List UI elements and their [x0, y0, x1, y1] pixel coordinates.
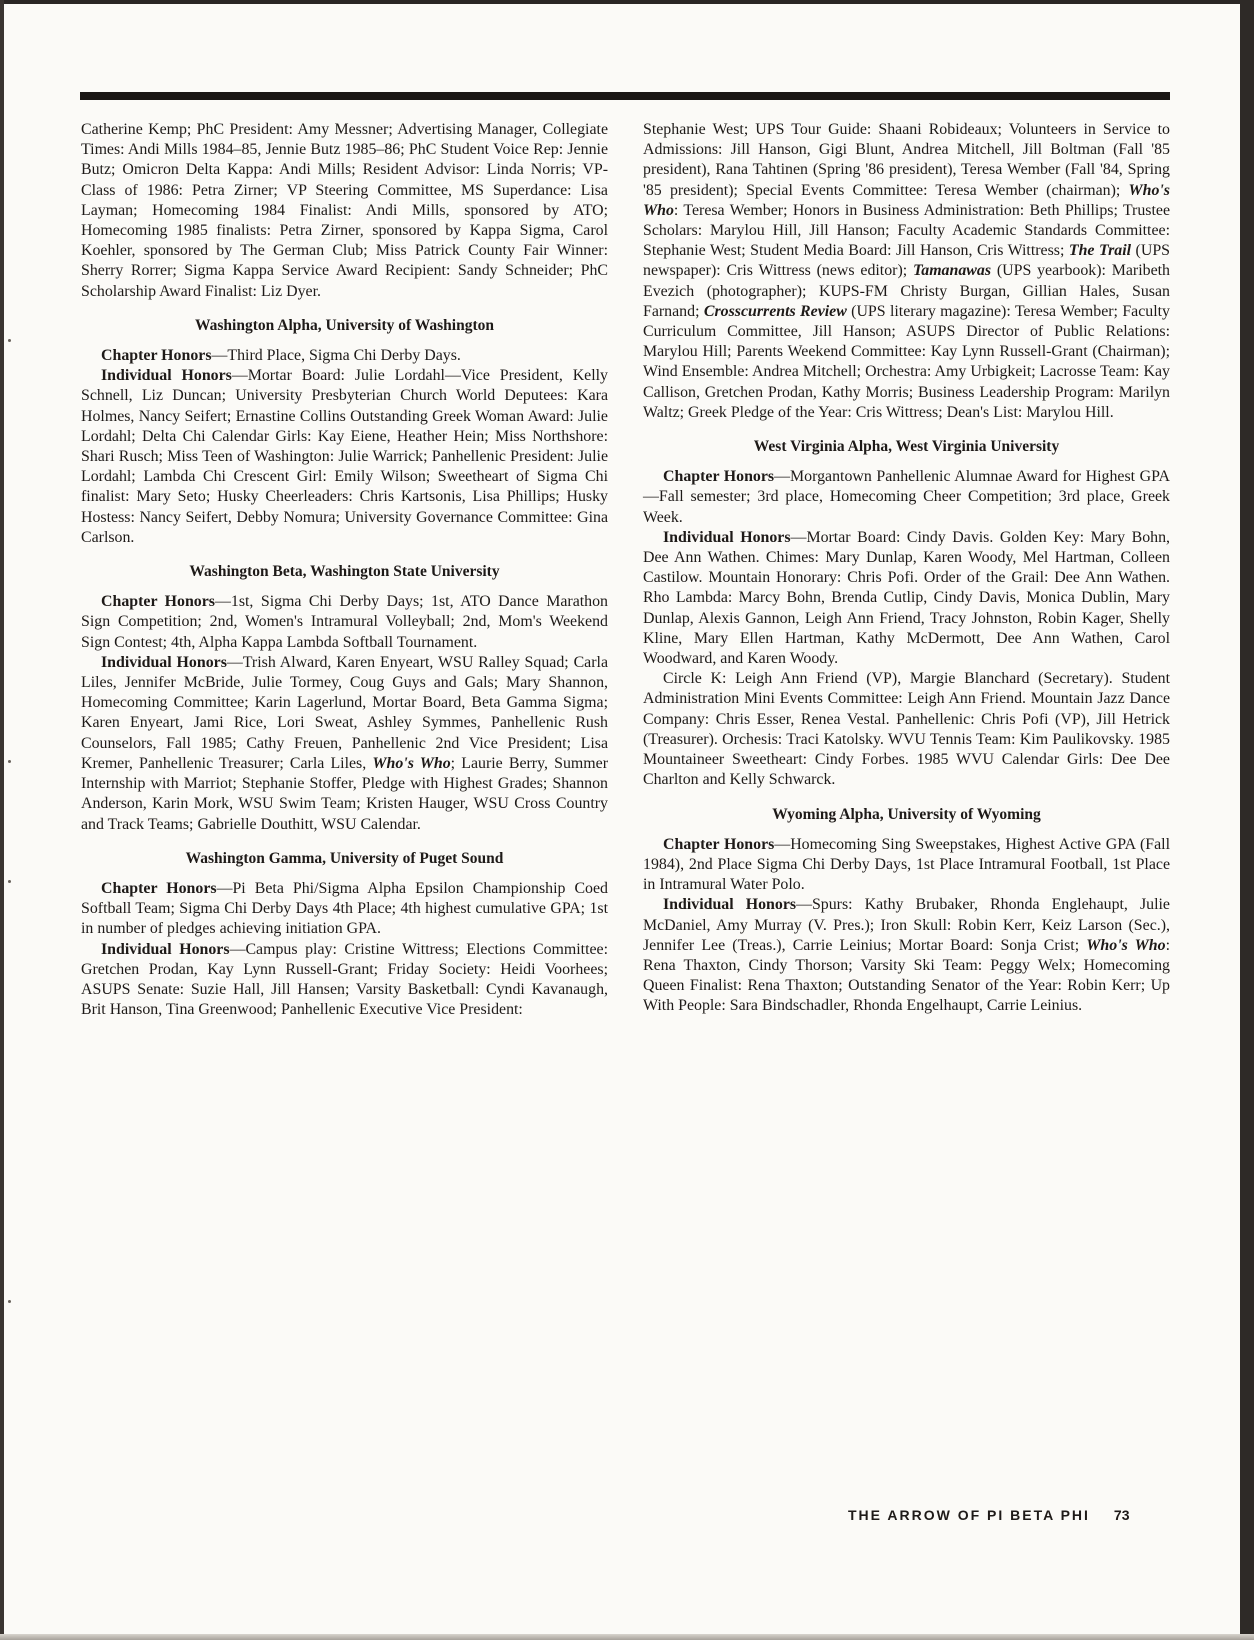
scan-speck — [8, 339, 11, 342]
individual-honors-text: —Mortar Board: Cindy Davis. Golden Key: Mary Bohn, Dee Ann Wathen. Chimes: Mary Dunlap, Karen Woody, Mel Hartman, Colleen Castilow. Mountain Honorary: Chris Pofi. Order of the Grail: Dee Ann Wathen. Rho Lambda: Marcy Bohn, Brenda Cutlip, Cindy Davis, Monica Dublin, Mary Dunlap, Alexis Gannon, Leigh Ann Friend, Tracy Johnston, Robin Kager, Shelly Kline, Mary Ellen Hartman, Kathy McDermott, Dee Ann Wathen, Carol Woodward, and Karen Woody. — [643, 528, 1171, 668]
chapter-honors-label: Chapter Honors — [663, 835, 775, 853]
header-rule — [80, 92, 1170, 100]
individual-honors-text: ; Laurie Berry, Summer Internship with Marriot; Stephanie Stoffer, Pledge with Highest Grades; Shannon Anderson, Karin Mork, WSU Swim Team; Kristen Hauger, WSU Cross Country and Track Teams; Gabrielle Douthitt, WSU Calendar. — [81, 754, 608, 833]
individual-honors-text: —Mortar Board: Julie Lordahl—Vice President, Kelly Schnell, Liz Duncan; University Presbyterian Church World Deputees: Kara Holmes, Nancy Seifert; Ernastine Collins Outstanding Greek Woman Award: Julie Lordahl; Delta Chi Calendar Girls: Kay Eiene, Heather Hein; Miss Northshore: Shari Rusch; Miss Teen of Washington: Julie Warrick; Panhellenic President: Julie Lordahl; Lambda Chi Crescent Girl: Emily Wilson; Sweetheart of Sigma Chi finalist: Mary Seto; Husky Cheerleaders: Chris Kartsonis, Lisa Phillips; Husky Hostess: Nancy Seifert, Debby Nomura; University Governance Committee: Gina Carlson. — [81, 367, 608, 546]
chapter-honors-text: —1st, Sigma Chi Derby Days; 1st, ATO Dance Marathon Sign Competition; 2nd, Women's Intramural Volleyball; 2nd, Mom's Weekend Sign Contest; 4th, Alpha Kappa Lambda Softball Tournament. — [81, 593, 608, 651]
left-column — [81, 120, 608, 1020]
whos-who-title: Who's Who — [372, 754, 451, 772]
continued-paragraph — [643, 120, 1170, 423]
whos-who-title: Who's Who — [1086, 936, 1166, 954]
chapter-honors-paragraph — [81, 592, 608, 653]
chapter-honors-paragraph — [81, 879, 608, 940]
continued-text: (UPS newspaper): Cris Wittress (news editor); — [643, 242, 1170, 280]
chapter-honors-text: —Morgantown Panhellenic Alumnae Award for Highest GPA—Fall semester; 3rd place, Homecoming Cheer Competition; 3rd place, Greek Week. — [643, 468, 1170, 526]
the-trail-title: The Trail — [1068, 242, 1132, 260]
right-column — [643, 120, 1170, 1017]
tamanawas-title: Tamanawas — [913, 262, 992, 280]
continued-text: Stephanie West; UPS Tour Guide: Shaani Robideaux; Volunteers in Service to Admissions: Jill Hanson, Gigi Blunt, Andrea Mitchell, Jill Boltman (Fall '85 president), Rana Tahtinen (Spring '86 president), Teresa Wember (Fall '84, Spring '85 president); Special Events Committee: Teresa Wember (chairman); — [643, 121, 1170, 199]
chapter-honors-label: Chapter Honors — [663, 468, 775, 486]
chapter-honors-paragraph — [643, 835, 1170, 896]
chapter-heading-washington-gamma: Washington Gamma, University of Puget Sound — [185, 849, 504, 867]
individual-honors-paragraph — [643, 528, 1170, 669]
chapter-honors-label: Chapter Honors — [101, 347, 212, 365]
scan-speck — [8, 880, 11, 883]
continued-text: (UPS yearbook): Maribeth Evezich (photographer); KUPS-FM Christy Burgan, Gillian Hales, Susan Farnand; — [643, 262, 1170, 320]
page-number: 73 — [1113, 1507, 1130, 1523]
individual-honors-paragraph — [81, 366, 608, 548]
scan-edge-right — [1240, 0, 1254, 1640]
chapter-honors-text: —Third Place, Sigma Chi Derby Days. — [211, 347, 461, 365]
individual-honors-text: : Rena Thaxton, Cindy Thorson; Varsity Ski Team: Peggy Welx; Homecoming Queen Finalist: Rena Thaxton; Outstanding Senator of the Year: Robin Kerr; Up With People: Sara Bindschadler, Rhonda Engelhaupt, Carrie Leinius. — [643, 936, 1170, 1015]
page-footer — [848, 1507, 1168, 1523]
individual-honors-label: Individual Honors — [101, 653, 227, 671]
individual-honors-text: —Spurs: Kathy Brubaker, Rhonda Englehaupt, Julie McDaniel, Amy Murray (V. Pres.); Iron Skull: Robin Kerr, Keiz Larson (Sec.), Jennifer Lee (Treas.), Carrie Leinius; Mortar Board: Sonja Crist; — [643, 896, 1170, 954]
chapter-honors-text: —Pi Beta Phi/Sigma Alpha Epsilon Championship Coed Softball Team; Sigma Chi Derby Days 4th Place; 4th highest cumulative GPA; 1st in number of pledges achieving initiation GPA. — [81, 879, 609, 938]
individual-honors-label: Individual Honors — [101, 940, 230, 958]
whos-who-title: Who's Who — [643, 181, 1170, 219]
individual-honors-label: Individual Honors — [663, 896, 797, 914]
chapter-honors-label: Chapter Honors — [101, 879, 217, 897]
continued-text: : Teresa Wember; Honors in Business Administration: Beth Phillips; Trustee Scholars: Marylou Hill, Jill Hanson; Faculty Academic Standards Committee: Stephanie West; Student Media Board: Jill Hanson, Cris Wittress; — [643, 201, 1170, 260]
scan-edge-left — [0, 0, 4, 1640]
chapter-heading-wyoming-alpha: Wyoming Alpha, University of Wyoming — [772, 805, 1041, 823]
chapter-honors-text: —Homecoming Sing Sweepstakes, Highest Active GPA (Fall 1984), 2nd Place Sigma Chi Derby Days, 1st Place Intramural Football, 1st Place in Intramural Water Polo. — [643, 835, 1170, 894]
individual-honors-paragraph — [81, 653, 608, 835]
chapter-honors-paragraph — [81, 346, 608, 366]
scan-speck — [8, 760, 11, 763]
chapter-honors-label: Chapter Honors — [101, 593, 215, 611]
individual-honors-paragraph — [643, 895, 1170, 1016]
publication-title: THE ARROW OF PI BETA PHI — [848, 1507, 1090, 1523]
continued-paragraph: Catherine Kemp; PhC President: Amy Messner; Advertising Manager, Collegiate Times: Andi Mills 1984–85, Jennie Butz 1985–86; PhC Student Voice Rep: Jennie Butz; Omicron Delta Kappa: Andi Mills; Resident Advisor: Linda Norris; VP-Class of 1986: Petra Zirner; VP Steering Committee, MS Superdance: Lisa Layman; Homecoming 1984 Finalist: Andi Mills, sponsored by ATO; Homecoming 1985 finalists: Petra Zirner, sponsored by Kappa Sigma, Carol Koehler, sponsored by The German Club; Miss Patrick County Fair Winner: Sherry Rorrer; Sigma Kappa Service Award Recipient: Sandy Schneider; PhC Scholarship Award Finalist: Liz Dyer. — [81, 121, 608, 300]
scan-edge-bottom — [0, 1634, 1254, 1640]
chapter-heading-washington-alpha: Washington Alpha, University of Washington — [194, 316, 495, 334]
circle-k-paragraph: Circle K: Leigh Ann Friend (VP), Margie Blanchard (Secretary). Student Administration Mini Events Committee: Leigh Ann Friend. Mountain Jazz Dance Company: Chris Esser, Renea Vestal. Panhellenic: Chris Pofi (VP), Jill Hetrick (Treasurer). Orchesis: Traci Katolsky. WVU Tennis Team: Kim Paulikovsky. 1985 Mountaineer Sweetheart: Cindy Forbes. 1985 WVU Calendar Girls: Dee Dee Charlton and Kelly Schwarck. — [643, 670, 1170, 789]
individual-honors-label: Individual Honors — [101, 367, 232, 385]
chapter-heading-washington-beta: Washington Beta, Washington State University — [189, 563, 500, 581]
individual-honors-text: —Trish Alward, Karen Enyeart, WSU Ralley Squad; Carla Liles, Jennifer McBride, Julie Tormey, Coug Guys and Gals; Mary Shannon, Homecoming Committee; Karin Lagerlund, Mortar Board, Beta Gamma Sigma; Karen Enyeart, Jami Rice, Lori Sweat, Ashley Symmes, Panhellenic Rush Counselors, Fall 1985; Cathy Freuen, Panhellenic 2nd Vice President; Lisa Kremer, Panhellenic Treasurer; Carla Liles, — [81, 653, 608, 772]
crosscurrents-title: Crosscurrents Review — [703, 302, 847, 320]
scan-speck — [8, 1300, 11, 1303]
continued-text: (UPS literary magazine): Teresa Wember; Faculty Curriculum Committee, Jill Hanson; ASUPS Director of Public Relations: Marylou Hill; Parents Weekend Committee: Kay Lynn Russell-Grant (Chairman); Wind Ensemble: Andrea Mitchell; Orchestra: Amy Urbigkeit; Lacrosse Team: Kay Callison, Gretchen Prodan, Kathy Morris; Business Leadership Program: Marilyn Waltz; Greek Pledge of the Year: Cris Wittress; Dean's List: Marylou Hill. — [643, 302, 1170, 421]
individual-honors-text: —Campus play: Cristine Wittress; Elections Committee: Gretchen Prodan, Kay Lynn Russell-Grant; Friday Society: Heidi Voorhees; ASUPS Senate: Suzie Hall, Jill Hansen; Varsity Basketball: Cyndi Kavanaugh, Brit Hanson, Tina Greenwood; Panhellenic Executive Vice President: — [81, 940, 609, 1019]
individual-honors-label: Individual Honors — [663, 528, 791, 546]
scan-edge-top — [0, 0, 1254, 4]
chapter-heading-west-virginia-alpha: West Virginia Alpha, West Virginia University — [753, 438, 1060, 456]
chapter-honors-paragraph — [643, 467, 1170, 528]
individual-honors-paragraph — [81, 940, 608, 1021]
